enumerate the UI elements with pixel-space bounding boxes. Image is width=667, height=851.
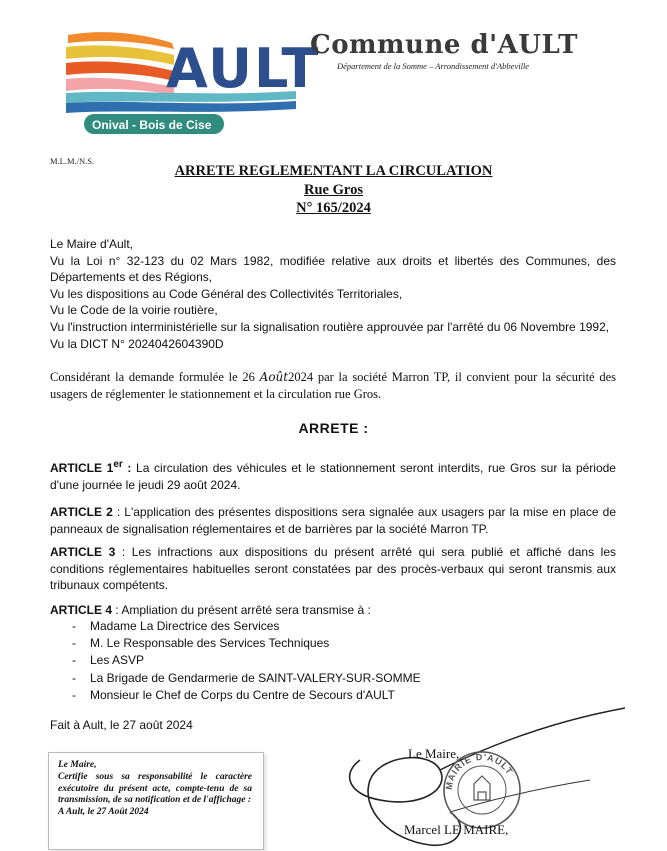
article-label: ARTICLE 2 xyxy=(50,505,113,519)
decree-title: ARRETE REGLEMENTANT LA CIRCULATION xyxy=(174,163,493,179)
article-3 xyxy=(50,544,616,594)
article-2 xyxy=(50,504,616,537)
logo-text: AULT xyxy=(166,37,321,100)
article-label: ARTICLE 1 xyxy=(50,461,114,475)
article-sep: : xyxy=(122,461,132,475)
decision-heading: ARRETE : xyxy=(298,420,369,436)
vu-line: Vu l'instruction interministérielle sur la signalisation routière approuvée par l'arrêté du 06 Novembre 1992, xyxy=(50,319,610,334)
list-item: - Monsieur le Chef de Corps du Centre de Secours d'AULT xyxy=(72,687,395,702)
article-text: : L'application des présentes dispositions sera signalée aux usagers par la mise en place de panneaux de signalisation réglementaires et de barrières par la société Marron TP. xyxy=(50,505,616,536)
mairie-stamp xyxy=(440,748,524,832)
considering-paragraph xyxy=(50,369,616,402)
certification-title: Le Maire, xyxy=(58,760,97,770)
logo-subtitle: Onival - Bois de Cise xyxy=(92,118,212,132)
svg-text:MAIRIE D'AULT xyxy=(444,752,515,790)
reference-initials: M.L.M./N.S. xyxy=(50,156,95,166)
signature-title: Le Maire, xyxy=(408,746,460,761)
street-name: Rue Gros xyxy=(304,182,363,198)
mayor-line: Le Maire d'Ault, xyxy=(50,237,133,251)
article-text: : Les infractions aux dispositions du présent arrêté qui sera publié et affiché dans les conditions réglementaires habituelles seront constatées par des procès-verbaux qui seront transmis aux tribunaux compétents. xyxy=(50,545,616,593)
article-1 xyxy=(50,457,616,493)
vu-line: Vu la DICT N° 2024042604390D xyxy=(50,336,224,351)
article-text: : Ampliation du présent arrêté sera transmise à : xyxy=(112,603,371,617)
vu-line: Vu le Code de la voirie routière, xyxy=(50,303,218,318)
certification-date: A Ault, le 27 Août 2024 xyxy=(58,807,149,818)
vu-line: Vu les dispositions au Code Général des Collectivités Territoriales, xyxy=(50,286,403,301)
considering-text-end: 2024 par la société Marron TP, il convient pour la sécurité des usagers de réglementer le stationnement et la circulation rue Gros. xyxy=(50,370,617,401)
list-item: - La Brigade de Gendarmerie de SAINT-VALERY-SUR-SOMME xyxy=(72,670,421,685)
article-text: La circulation des véhicules et le stationnement seront interdits, rue Gros sur la période d'une journée le jeudi 29 août 2024. xyxy=(50,461,616,492)
ault-logo xyxy=(62,25,321,145)
list-item: - M. Le Responsable des Services Techniques xyxy=(72,636,330,651)
considering-text: Considérant la demande formulée le 26 xyxy=(50,370,255,384)
article-4 xyxy=(50,602,616,619)
handwritten-month: Août xyxy=(259,370,289,384)
article-label: ARTICLE 4 xyxy=(50,603,113,617)
stamp-text: MAIRIE D'AULT xyxy=(443,751,515,791)
vu-line: Vu la Loi n° 32-123 du 02 Mars 1982, modifiée relative aux droits et libertés des Communes, des Départements et des Régions, xyxy=(50,253,616,285)
article-sup: er xyxy=(113,459,123,470)
list-item: - Madame La Directrice des Services xyxy=(72,619,280,633)
certification-body: Certifie sous sa responsabilité le caractère exécutoire du présent acte, compte-tenu de sa transmission, de sa notification et de l'affichage : xyxy=(58,771,252,806)
article-label: ARTICLE 3 xyxy=(50,545,116,559)
distribution-list xyxy=(72,618,421,704)
preamble xyxy=(50,236,616,352)
decree-number: N° 165/2024 xyxy=(296,200,371,216)
done-at: Fait à Ault, le 27 août 2024 xyxy=(50,718,193,732)
certification-text xyxy=(58,760,252,819)
signatory-name: Marcel LE MAIRE, xyxy=(404,822,509,837)
commune-title: Commune d'AULT xyxy=(310,30,578,60)
list-item: - Les ASVP xyxy=(72,653,145,668)
department-line: Département de la Somme – Arrondissement d'Abbeville xyxy=(337,61,530,71)
